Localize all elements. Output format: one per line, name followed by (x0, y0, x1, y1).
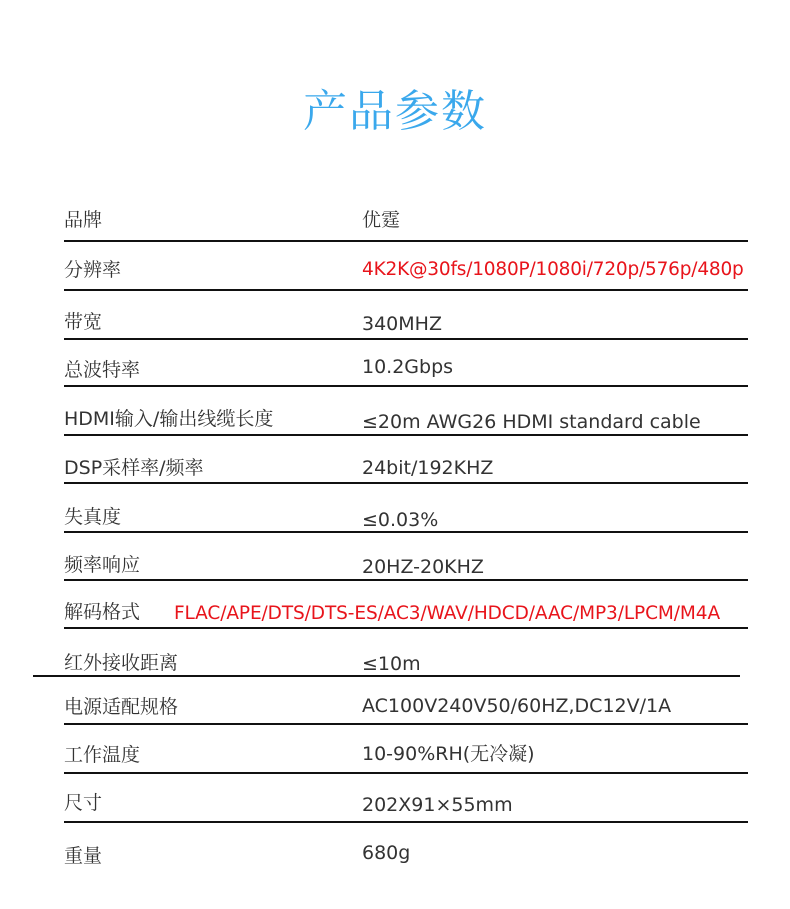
spec-value-power-adapter: AC100V240V50/60HZ,DC12V/1A (362, 695, 672, 717)
row-divider (64, 289, 748, 291)
spec-value-brand: 优霆 (362, 209, 401, 231)
spec-label-ir-distance: 红外接收距离 (64, 652, 179, 674)
spec-label-dsp-sampling: DSP采样率/频率 (64, 457, 204, 479)
row-divider (64, 579, 748, 581)
row-divider (64, 434, 748, 436)
row-divider (64, 531, 748, 533)
spec-value-dimensions: 202X91×55mm (362, 794, 513, 816)
spec-label-baud-rate: 总波特率 (64, 359, 141, 381)
row-divider (64, 772, 748, 774)
row-divider (64, 627, 748, 629)
spec-label-resolution: 分辨率 (64, 259, 122, 281)
spec-label-power-adapter: 电源适配规格 (64, 696, 179, 718)
spec-value-weight: 680g (362, 842, 411, 864)
spec-label-distortion: 失真度 (64, 506, 122, 528)
spec-label-cable-length: HDMI输入/输出线缆长度 (64, 408, 274, 430)
row-divider (64, 338, 748, 340)
row-divider (33, 675, 740, 677)
spec-value-dsp-sampling: 24bit/192KHZ (362, 457, 494, 479)
row-divider (64, 385, 748, 387)
spec-value-operating-humidity: 10-90%RH(无冷凝) (362, 743, 535, 765)
spec-label-frequency-response: 频率响应 (64, 554, 141, 576)
spec-label-weight: 重量 (64, 845, 103, 867)
spec-label-brand: 品牌 (64, 209, 103, 231)
spec-value-cable-length: ≤20m AWG26 HDMI standard cable (362, 411, 701, 433)
spec-value-bandwidth: 340MHZ (362, 313, 442, 335)
spec-label-bandwidth: 带宽 (64, 311, 103, 333)
row-divider (64, 821, 748, 823)
spec-value-resolution: 4K2K@30fs/1080P/1080i/720p/576p/480p (362, 259, 744, 280)
spec-value-frequency-response: 20HZ-20KHZ (362, 556, 484, 578)
spec-value-decoding-format: FLAC/APE/DTS/DTS-ES/AC3/WAV/HDCD/AAC/MP3/LPCM/M4A (174, 603, 721, 624)
spec-value-ir-distance: ≤10m (362, 653, 421, 675)
spec-label-dimensions: 尺寸 (64, 792, 103, 814)
row-divider (64, 240, 748, 242)
page-title: 产品参数 (303, 86, 487, 137)
spec-value-baud-rate: 10.2Gbps (362, 356, 454, 378)
spec-value-distortion: ≤0.03% (362, 509, 439, 531)
row-divider (64, 723, 748, 725)
spec-label-operating-humidity: 工作温度 (64, 744, 141, 766)
spec-label-decoding-format: 解码格式 (64, 601, 141, 623)
row-divider (64, 482, 748, 484)
